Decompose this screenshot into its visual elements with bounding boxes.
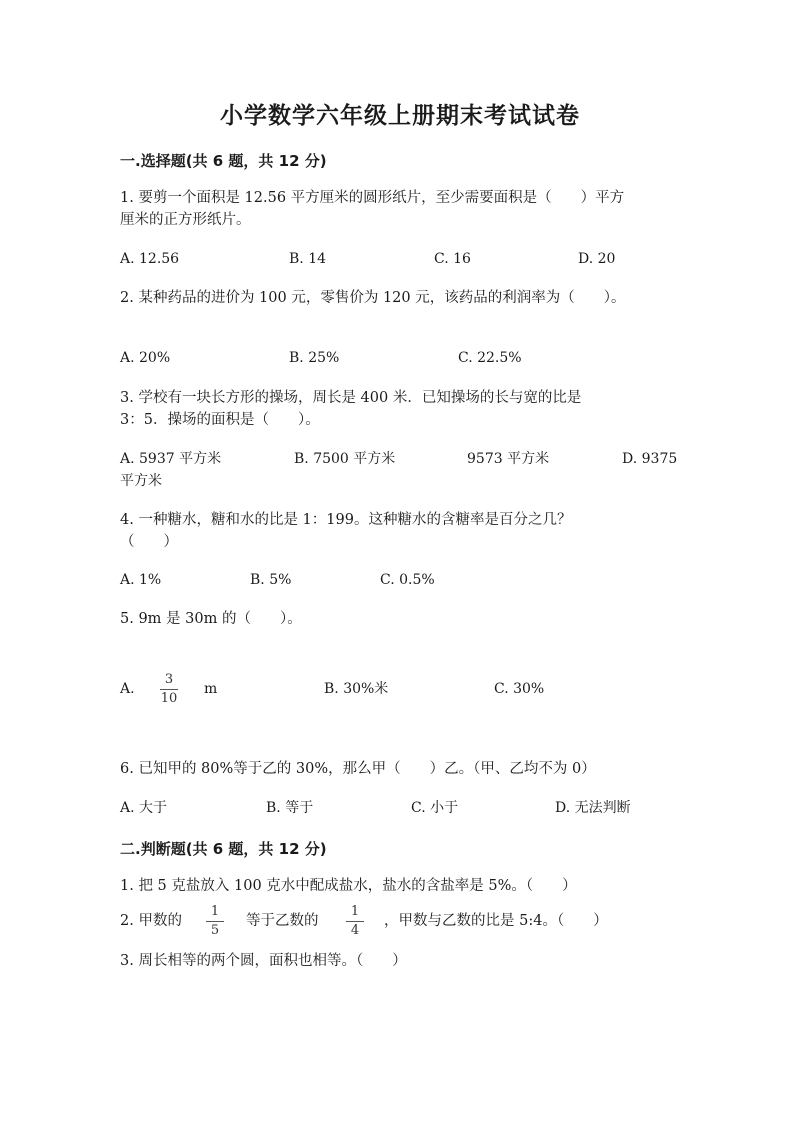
question-5 (120, 608, 680, 630)
option-c: C. 16 (434, 251, 471, 267)
question-3 (120, 387, 680, 431)
question-1 (120, 187, 680, 231)
option-c: C. 30% (494, 681, 545, 697)
fraction-one-fifth (206, 904, 224, 939)
option-a-prefix: A. (120, 681, 135, 697)
question-text-line: 1. 要剪一个面积是 12.56 平方厘米的圆形纸片，至少需要面积是（ ）平方 (120, 190, 625, 206)
judgement-question-3 (120, 950, 680, 972)
option-b: B. 30%米 (324, 681, 389, 697)
question-text-line: 2. 某种药品的进价为 100 元，零售价为 120 元，该药品的利润率为（ ）。 (120, 290, 626, 306)
fraction-bar (346, 921, 364, 922)
option-d: D. 20 (578, 251, 616, 267)
option-d-wrap: 平方米 (120, 473, 162, 489)
question-text-line: 5. 9m 是 30m 的（ ）。 (120, 611, 302, 627)
question-text-line: 3. 学校有一块长方形的操场，周长是 400 米．已知操场的长与宽的比是 (120, 390, 582, 406)
judgement-question-2-part3: ，甲数与乙数的比是 5:4。（ ） (384, 913, 608, 929)
judgement-question-2-part1: 2. 甲数的 (120, 913, 182, 929)
question-text-line: 4. 一种糖水，糖和水的比是 1：199。这种糖水的含糖率是百分之几？ (120, 512, 572, 528)
judgement-question-2-part2: 等于乙数的 (246, 913, 319, 929)
section-heading-judgement: 二.判断题(共 6 题，共 12 分) (120, 840, 327, 858)
section-heading-choice: 一.选择题(共 6 题，共 12 分) (120, 152, 327, 170)
question-text-line: 3. 周长相等的两个圆，面积也相等。（ ） (120, 953, 407, 969)
option-b: B. 14 (289, 251, 327, 267)
page-title: 小学数学六年级上册期末考试试卷 (220, 103, 580, 129)
fraction-numerator: 3 (164, 672, 174, 687)
option-b: B. 7500 平方米 (294, 451, 396, 467)
question-4 (120, 509, 680, 553)
fraction-bar (206, 921, 224, 922)
fraction-one-quarter (346, 904, 364, 939)
question-text-line: 厘米的正方形纸片。 (120, 212, 251, 228)
fraction-denominator: 4 (350, 923, 360, 938)
option-b: B. 25% (289, 350, 340, 366)
option-b: B. 等于 (266, 800, 314, 816)
option-d: D. 无法判断 (555, 800, 631, 816)
option-a: A. 5937 平方米 (120, 451, 222, 467)
option-a: A. 12.56 (120, 251, 180, 267)
option-c: C. 小于 (411, 800, 459, 816)
fraction-bar (160, 689, 178, 690)
fraction-three-tenths (160, 672, 178, 707)
option-a-unit: m (204, 681, 218, 697)
question-text-line: （ ） (120, 534, 178, 550)
fraction-numerator: 1 (350, 904, 360, 919)
question-2 (120, 287, 680, 309)
option-a: A. 大于 (120, 800, 168, 816)
fraction-denominator: 10 (160, 691, 178, 706)
question-6 (120, 758, 680, 780)
question-text-line: 6. 已知甲的 80%等于乙的 30%，那么甲（ ）乙。（甲、乙均不为 0） (120, 761, 596, 777)
option-a: A. 1% (120, 572, 162, 588)
judgement-question-1 (120, 875, 680, 897)
option-a: A. 20% (120, 350, 171, 366)
fraction-denominator: 5 (210, 923, 220, 938)
option-c: C. 0.5% (380, 572, 435, 588)
option-c: C. 22.5% (458, 350, 522, 366)
option-c: 9573 平方米 (467, 451, 550, 467)
option-d: D. 9375 (622, 451, 678, 467)
question-text-line: 1. 把 5 克盐放入 100 克水中配成盐水，盐水的含盐率是 5%。（ ） (120, 878, 577, 894)
fraction-numerator: 1 (210, 904, 220, 919)
question-text-line: 3：5．操场的面积是（ ）。 (120, 412, 320, 428)
option-b: B. 5% (250, 572, 292, 588)
